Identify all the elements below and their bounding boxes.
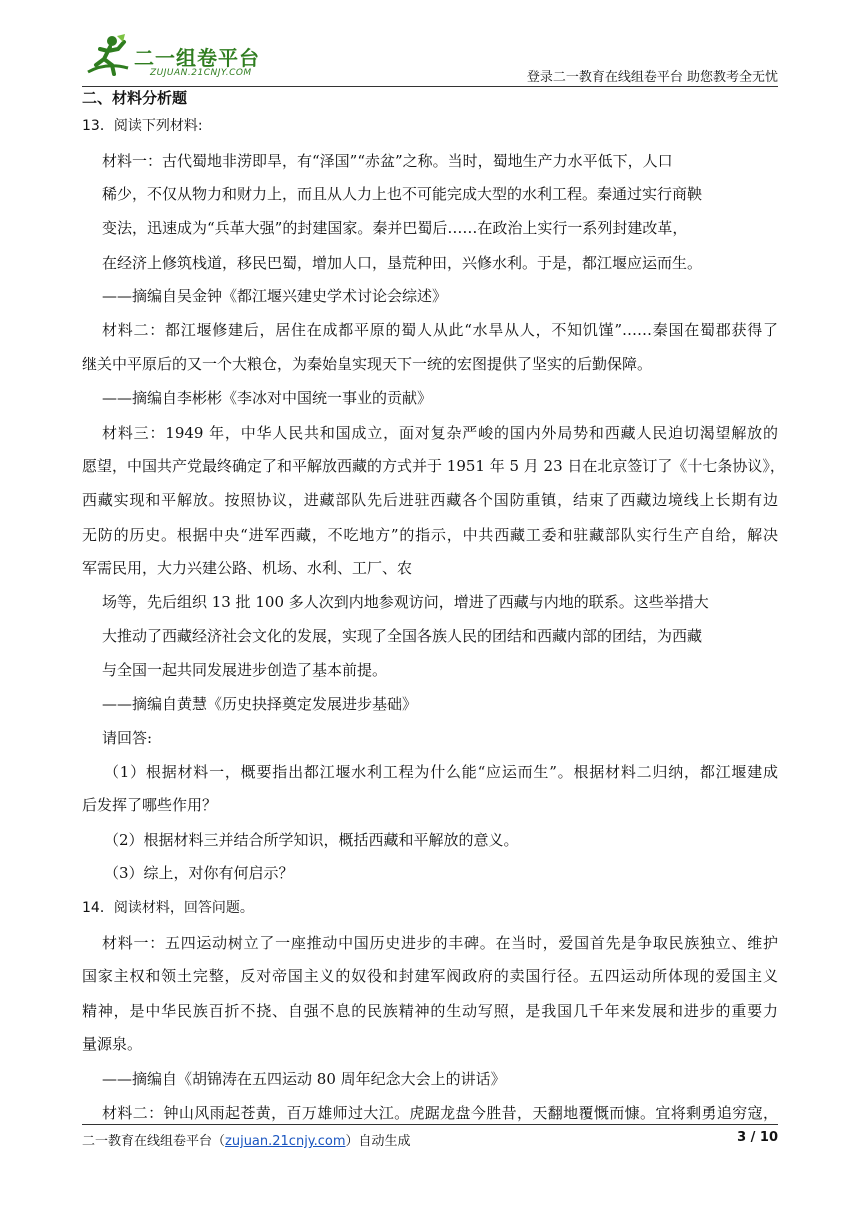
footer-credit <box>82 1130 411 1149</box>
footer-prefix: 二一教育在线组卷平台（ <box>82 1134 226 1149</box>
q13-material3-line: 西藏实现和平解放。按照协议，进藏部队先后进驻西藏各个国防重镇，结束了西藏边境线上长期有边 <box>82 491 778 509</box>
site-logo[interactable] <box>82 32 282 82</box>
q13-material3-line: 场等，先后组织 13 批 100 多人次到内地参观访问，增进了西藏与内地的联系。这些举措大 <box>102 593 709 611</box>
q13-material1-line: 材料一：古代蜀地非涝即旱，有“泽国”“赤盆”之称。当时，蜀地生产力水平低下，人口 <box>102 152 673 170</box>
q13-material3-line: 材料三：1949 年，中华人民共和国成立，面对复杂严峻的国内外局势和西藏人民迫切渴望解放的 <box>102 424 778 442</box>
q13-material1-line: 变法，迅速成为“兵革大强”的封建国家。秦并巴蜀后……在政治上实行一系列封建改革， <box>102 219 688 237</box>
q14-material1-source: ——摘编自《胡锦涛在五四运动 80 周年纪念大会上的讲话》 <box>102 1070 506 1088</box>
q13-material2-line: 继关中平原后的又一个大粮仓，为秦始皇实现天下一统的宏图提供了坚实的后勤保障。 <box>82 355 653 373</box>
page-footer <box>82 1124 778 1149</box>
q14-material1-line: 国家主权和领土完整，反对帝国主义的奴役和封建军阀政府的卖国行径。五四运动所体现的爱国主义 <box>82 967 778 985</box>
q13-material3-line: 大推动了西藏经济社会文化的发展，实现了全国各族人民的团结和西藏内部的团结，为西藏 <box>102 627 703 645</box>
q13-material2-line: 材料二：都江堰修建后，居住在成都平原的蜀人从此“水旱从人，不知饥馑”……秦国在蜀郡获得了 <box>102 321 778 339</box>
header-slogan: 登录二一教育在线组卷平台 助您教考全无忧 <box>526 70 778 85</box>
runner-logo-icon <box>82 32 132 82</box>
q13-material3-line: 军需民用，大力兴建公路、机场、水利、工厂、农 <box>82 559 413 577</box>
q13-material3-line: 愿望，中国共产党最终确定了和平解放西藏的方式并于 1951 年 5 月 23 日在北京签订了《十七条协议》， <box>82 457 785 475</box>
page-header <box>82 28 778 87</box>
section-title: 二、材料分析题 <box>82 89 188 107</box>
q13-subquestion-2: （2）根据材料三并结合所学知识，概括西藏和平解放的意义。 <box>104 831 519 849</box>
q13-subquestion-1: （1）根据材料一，概要指出都江堰水利工程为什么能“应运而生”。根据材料二归纳，都江堰建成 <box>104 763 778 781</box>
question-14-stem: 14．阅读材料，回答问题。 <box>82 900 254 916</box>
q13-subquestion-3: （3）综上，对你有何启示？ <box>104 864 294 882</box>
q13-material3-source: ——摘编自黄慧《历史抉择奠定发展进步基础》 <box>102 695 418 713</box>
q13-material1-source: ——摘编自吴金钟《都江堰兴建史学术讨论会综述》 <box>102 287 448 305</box>
q13-prompt: 请回答: <box>102 729 153 747</box>
q13-material2-source: ——摘编自李彬彬《李冰对中国统一事业的贡献》 <box>102 389 433 407</box>
q14-material1-line: 量源泉。 <box>82 1035 143 1053</box>
logo-title: 二一组卷平台 <box>134 46 260 70</box>
q14-material1-line: 精神，是中华民族百折不挠、自强不息的民族精神的生动写照，是我国几千年来发展和进步的重要力 <box>82 1002 778 1020</box>
q13-material1-line: 稀少，不仅从物力和财力上，而且从人力上也不可能完成大型的水利工程。秦通过实行商鞅 <box>102 185 703 203</box>
footer-suffix: ）自动生成 <box>345 1134 411 1149</box>
q13-material3-line: 无防的历史。根据中央“进军西藏，不吃地方”的指示，中共西藏工委和驻藏部队实行生产自给，解决 <box>82 526 778 544</box>
page-number: 3 / 10 <box>737 1130 778 1145</box>
logo-url: ZUJUAN.21CNJY.COM <box>150 68 252 78</box>
q13-material3-line: 与全国一起共同发展进步创造了基本前提。 <box>102 661 388 679</box>
question-13-stem: 13．阅读下列材料: <box>82 118 203 134</box>
q14-material2-line: 材料二：钟山风雨起苍黄，百万雄师过大江。虎踞龙盘今胜昔，天翻地覆慨而慷。宜将剩勇追穷寇， <box>102 1104 778 1122</box>
q13-subquestion-1-cont: 后发挥了哪些作用？ <box>82 796 218 814</box>
q14-material1-line: 材料一：五四运动树立了一座推动中国历史进步的丰碑。在当时，爱国首先是争取民族独立、维护 <box>102 934 778 952</box>
q13-material1-line: 在经济上修筑栈道，移民巴蜀，增加人口，垦荒种田，兴修水利。于是，都江堰应运而生。 <box>102 254 703 272</box>
footer-site-link[interactable]: zujuan.21cnjy.com <box>225 1134 346 1149</box>
